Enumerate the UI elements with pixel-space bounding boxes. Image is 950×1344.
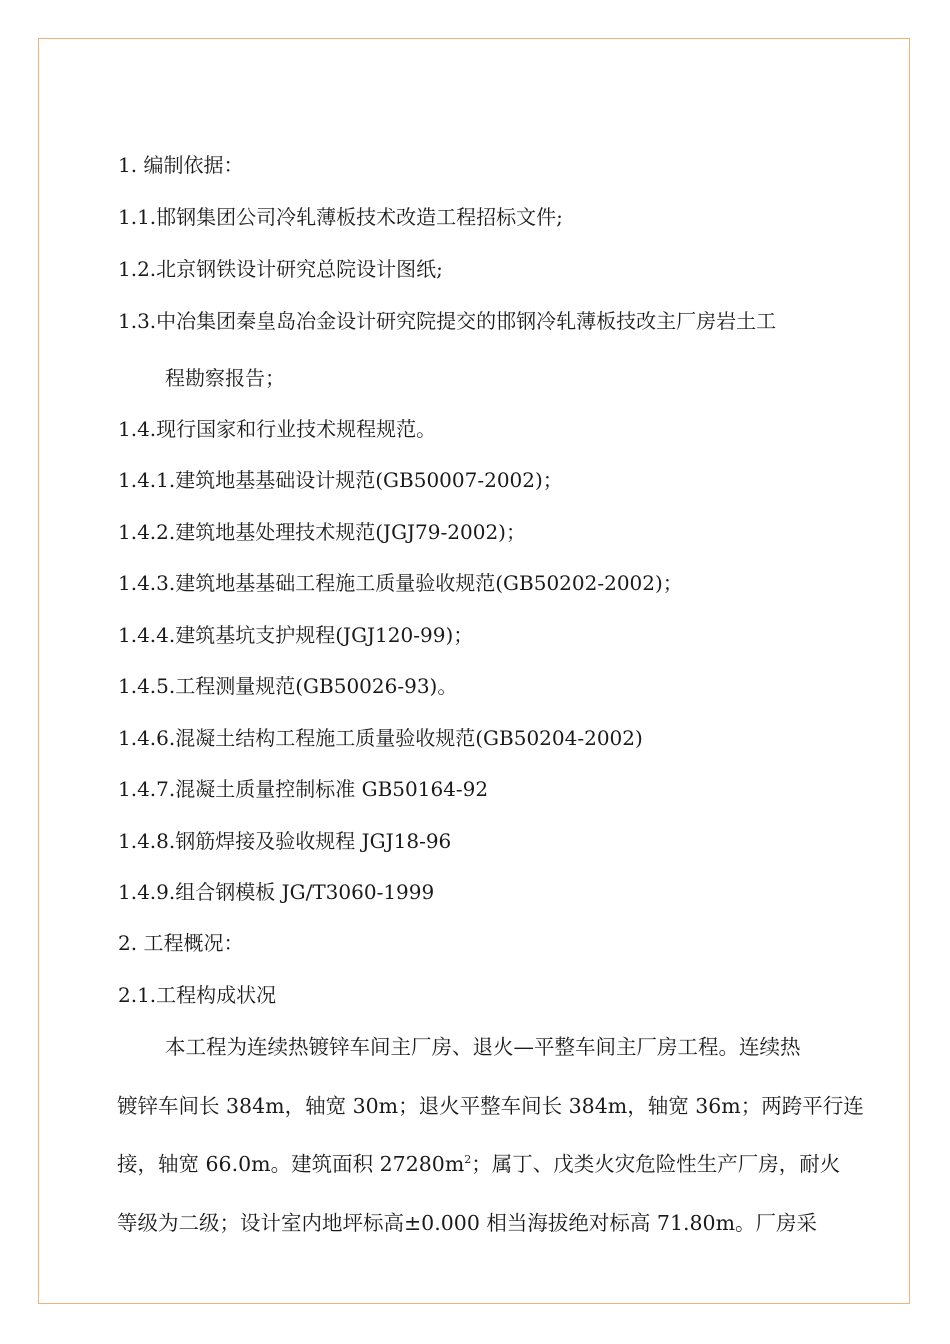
list-item: 1.4.现行国家和行业技术规程规范。 <box>118 417 437 441</box>
list-item: 1.3.中冶集团秦皇岛冶金设计研究院提交的邯钢冷轧薄板技改主厂房岩土工 <box>118 309 777 333</box>
paragraph-text: 接，轴宽 66.0m。建筑面积 27280m <box>117 1152 465 1176</box>
list-item: 1.4.6.混凝土结构工程施工质量验收规范(GB50204-2002) <box>118 726 643 750</box>
section1-heading: 1. 编制依据： <box>118 153 244 177</box>
paragraph-line <box>117 1151 859 1177</box>
paragraph-line: 本工程为连续热镀锌车间主厂房、退火—平整车间主厂房工程。连续热 <box>165 1035 801 1059</box>
list-item: 1.1.邯钢集团公司冷轧薄板技术改造工程招标文件; <box>118 205 563 229</box>
list-item-continuation: 程勘察报告； <box>165 366 285 390</box>
list-item: 1.4.1.建筑地基基础设计规范(GB50007-2002)； <box>118 468 563 492</box>
list-item: 1.4.5.工程测量规范(GB50026-93)。 <box>118 674 458 698</box>
paragraph-line: 等级为二级；设计室内地坪标高±0.000 相当海拔绝对标高 71.80m。厂房采 <box>117 1211 818 1235</box>
list-item: 1.2.北京钢铁设计研究总院设计图纸; <box>118 257 443 281</box>
list-item: 1.4.3.建筑地基基础工程施工质量验收规范(GB50202-2002)； <box>118 571 683 595</box>
list-item: 1.4.9.组合钢模板 JG/T3060-1999 <box>118 880 435 904</box>
paragraph-text: ；属丁、戊类火灾危险性生产厂房，耐火 <box>471 1152 841 1176</box>
list-item: 1.4.8.钢筋焊接及验收规程 JGJ18-96 <box>118 829 452 853</box>
list-item: 1.4.2.建筑地基处理技术规范(JGJ79-2002)； <box>118 520 526 544</box>
section2-heading: 2. 工程概况： <box>118 931 244 955</box>
superscript: 2 <box>464 1153 472 1166</box>
list-item: 1.4.7.混凝土质量控制标准 GB50164-92 <box>118 777 489 801</box>
section2-subheading: 2.1.工程构成状况 <box>118 983 277 1007</box>
paragraph-line: 镀锌车间长 384m，轴宽 30m；退火平整车间长 384m，轴宽 36m；两跨平行连 <box>117 1094 864 1118</box>
list-item: 1.4.4.建筑基坑支护规程(JGJ120-99)； <box>118 623 474 647</box>
